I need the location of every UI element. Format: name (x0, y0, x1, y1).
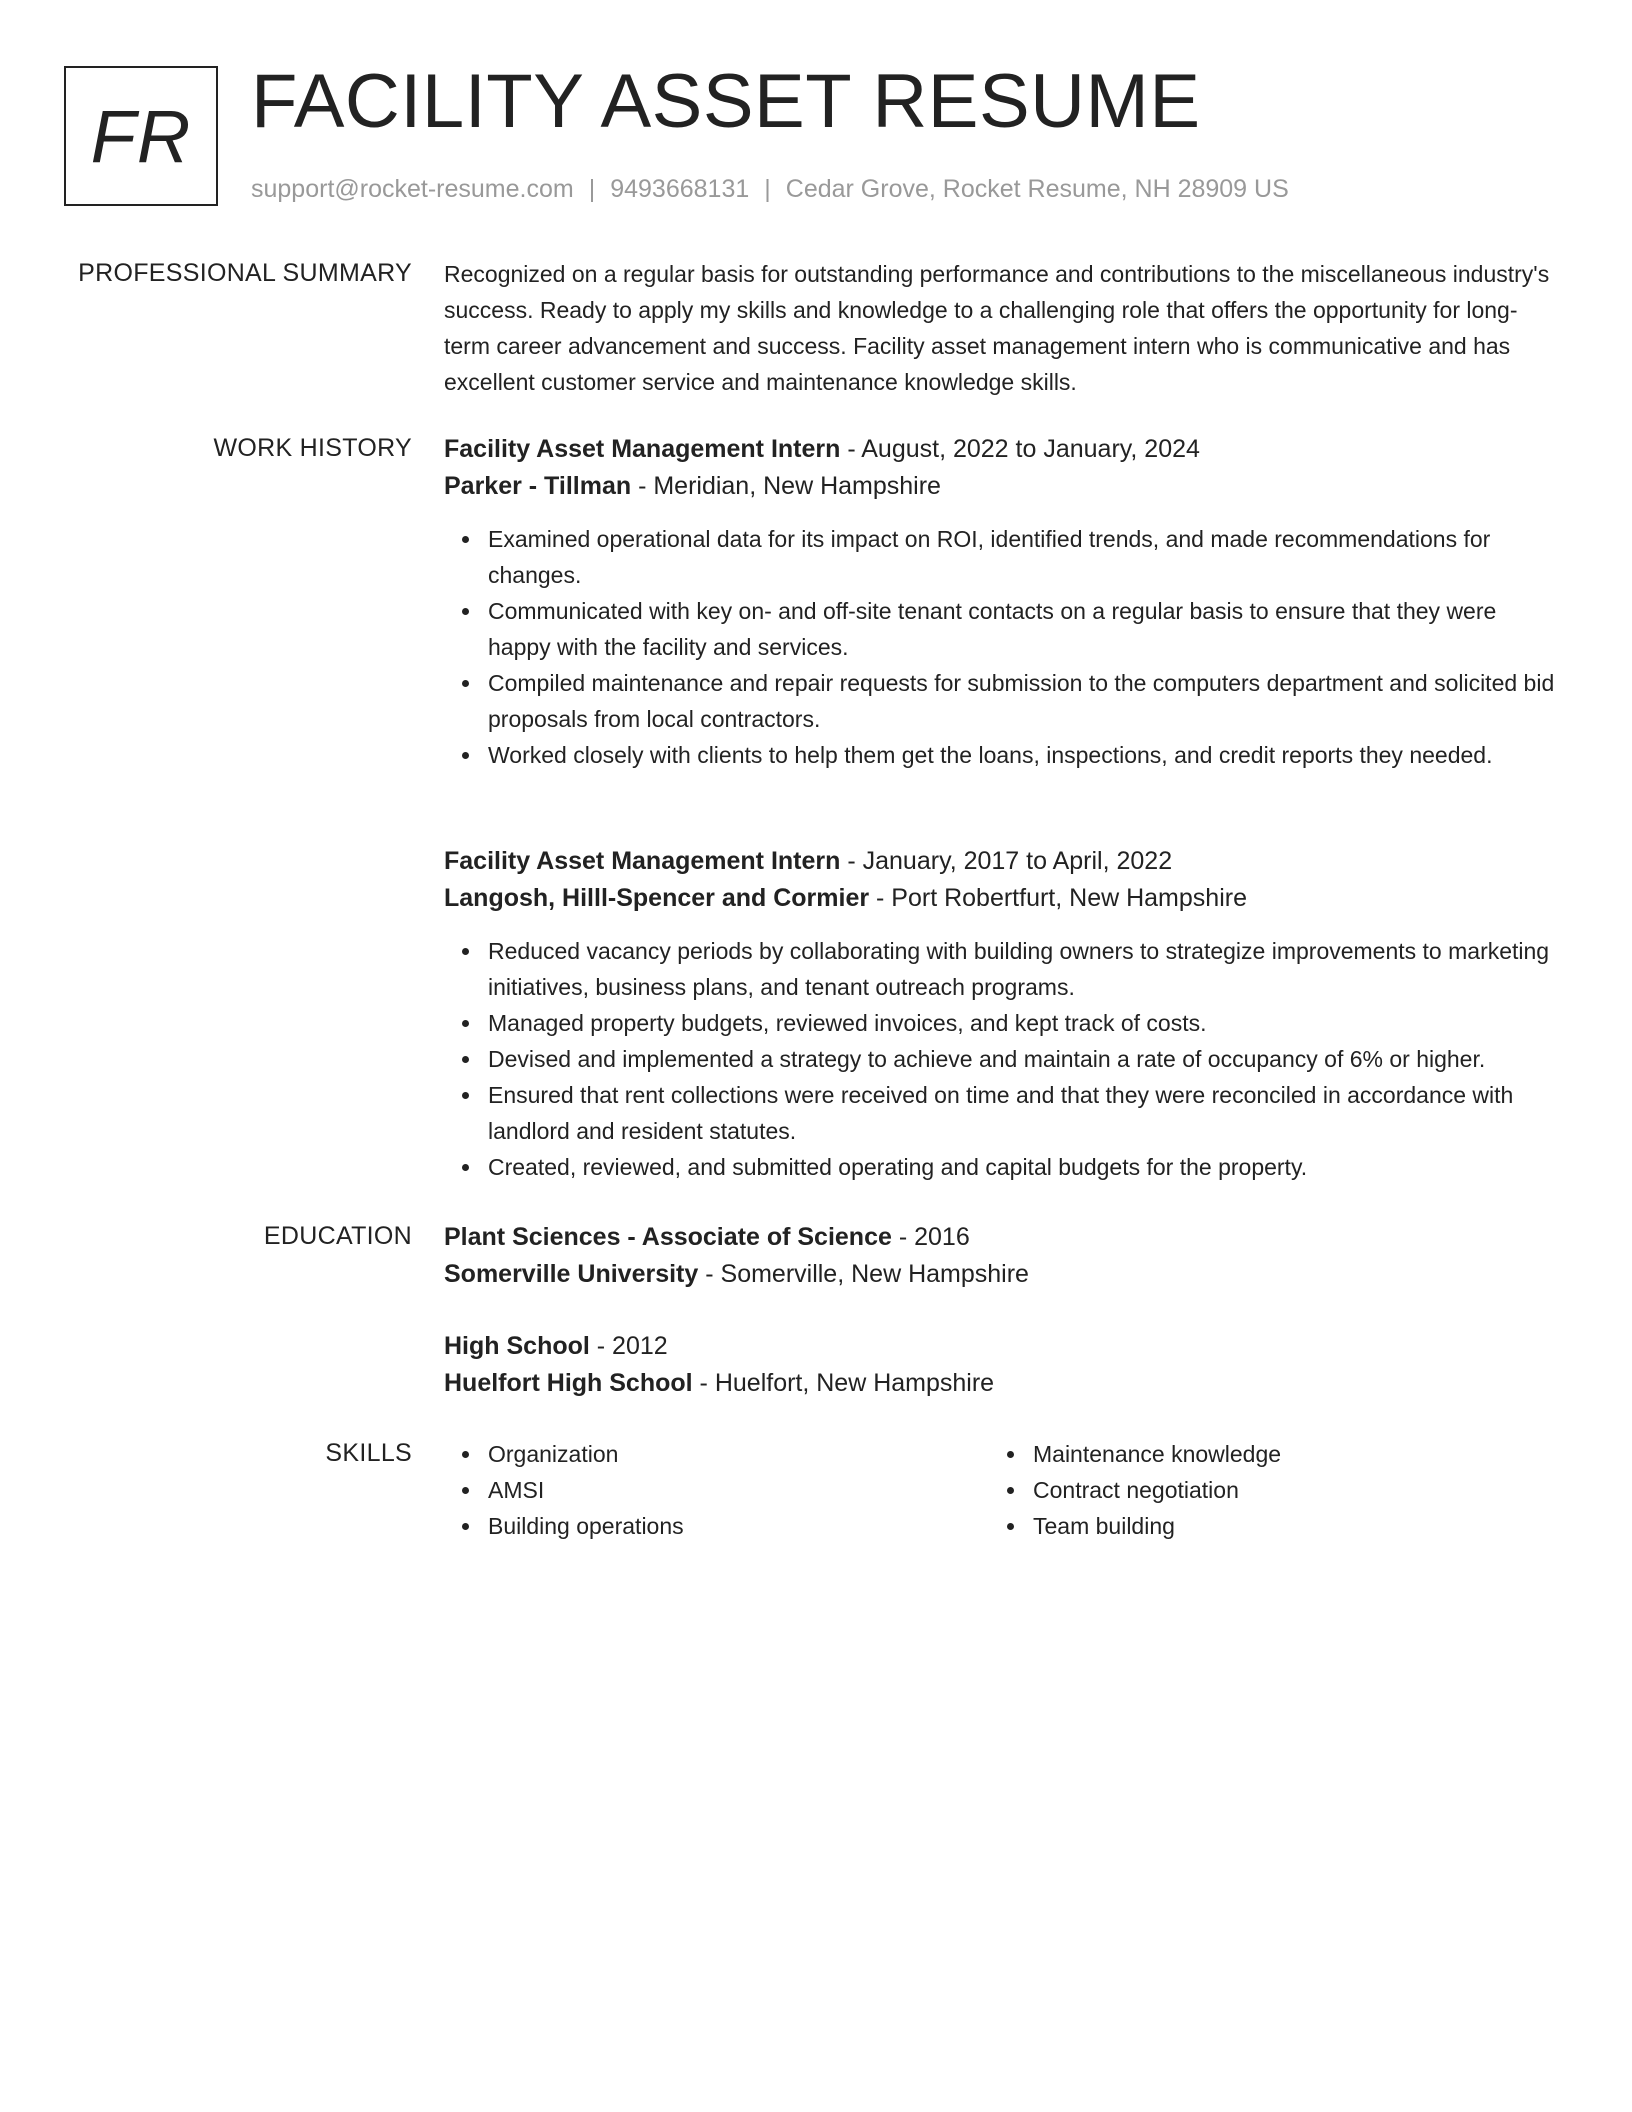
skills-section (444, 1436, 1559, 1544)
job-location: - Meridian, New Hampshire (631, 472, 941, 500)
skill-item: Building operations (488, 1508, 989, 1544)
education-entry-2 (444, 1328, 1559, 1402)
job-bullet: Worked closely with clients to help them get the loans, inspections, and credit reports they needed. (488, 737, 1559, 773)
job-entry-2 (444, 843, 1559, 1185)
skill-item: Maintenance knowledge (1033, 1436, 1534, 1472)
job-title: Facility Asset Management Intern (444, 435, 841, 463)
job-title-line (444, 431, 1559, 468)
section-label-work-history: WORK HISTORY (213, 434, 412, 462)
job-bullet: Managed property budgets, reviewed invoices, and kept track of costs. (488, 1005, 1559, 1041)
job-bullet: Communicated with key on- and off-site tenant contacts on a regular basis to ensure that they were happy with the facility and services. (488, 593, 1559, 665)
section-label-summary: PROFESSIONAL SUMMARY (78, 259, 412, 287)
education-school: Somerville University (444, 1260, 699, 1288)
contact-separator: | (588, 175, 596, 203)
job-entry-1 (444, 431, 1559, 773)
education-degree: Plant Sciences - Associate of Science (444, 1223, 892, 1251)
skills-column-right (989, 1436, 1534, 1544)
job-company: Langosh, Hilll-Spencer and Cormier (444, 884, 870, 912)
job-bullet: Reduced vacancy periods by collaborating with building owners to strategize improvements to marketing initiatives, business plans, and tenant outreach programs. (488, 933, 1559, 1005)
education-school-line (444, 1256, 1559, 1293)
job-company-line (444, 468, 1559, 505)
skills-list (989, 1436, 1534, 1544)
job-bullets (444, 933, 1559, 1185)
job-bullet: Ensured that rent collections were received on time and that they were reconciled in accordance with landlord and resident statutes. (488, 1077, 1559, 1149)
contact-line (251, 172, 1289, 206)
job-dates: - January, 2017 to April, 2022 (840, 847, 1173, 875)
job-bullet: Created, reviewed, and submitted operating and capital budgets for the property. (488, 1149, 1559, 1185)
monogram-initials: FR (90, 94, 192, 178)
job-company: Parker - Tillman (444, 472, 632, 500)
skills-grid (444, 1436, 1559, 1544)
education-degree: High School (444, 1332, 590, 1360)
skill-item: AMSI (488, 1472, 989, 1508)
job-title-line (444, 843, 1559, 880)
education-year: - 2012 (589, 1332, 668, 1360)
skills-list (444, 1436, 989, 1544)
skill-item: Contract negotiation (1033, 1472, 1534, 1508)
skill-item: Team building (1033, 1508, 1534, 1544)
education-school-line (444, 1365, 1559, 1402)
job-location: - Port Robertfurt, New Hampshire (869, 884, 1247, 912)
skill-item: Organization (488, 1436, 989, 1472)
job-dates: - August, 2022 to January, 2024 (840, 435, 1200, 463)
job-company-line (444, 880, 1559, 917)
summary-text: Recognized on a regular basis for outstanding performance and contributions to the miscellaneous industry's success. Ready to apply my skills and knowledge to a challenging role that offers the opportunity for long-term career advancement and success. Facility asset management intern who is communicative and has excellent customer service and maintenance knowledge skills. (444, 261, 1550, 395)
resume-title: FACILITY ASSET RESUME (251, 59, 1201, 144)
job-bullet: Devised and implemented a strategy to achieve and maintain a rate of occupancy of 6% or higher. (488, 1041, 1559, 1077)
summary-section (444, 256, 1559, 400)
education-entry-1 (444, 1219, 1559, 1293)
job-bullet: Compiled maintenance and repair requests for submission to the computers department and solicited bid proposals from local contractors. (488, 665, 1559, 737)
job-bullet: Examined operational data for its impact on ROI, identified trends, and made recommendations for changes. (488, 521, 1559, 593)
contact-email: support@rocket-resume.com (251, 175, 574, 203)
education-location: - Somerville, New Hampshire (698, 1260, 1029, 1288)
contact-phone: 9493668131 (610, 175, 750, 203)
monogram-badge (64, 66, 218, 206)
job-title: Facility Asset Management Intern (444, 847, 841, 875)
skills-column-left (444, 1436, 989, 1544)
education-degree-line (444, 1219, 1559, 1256)
education-degree-line (444, 1328, 1559, 1365)
contact-separator: | (764, 175, 771, 203)
job-bullets (444, 521, 1559, 773)
section-label-skills: SKILLS (325, 1439, 412, 1467)
education-location: - Huelfort, New Hampshire (692, 1369, 995, 1397)
section-label-education: EDUCATION (263, 1222, 412, 1250)
education-school: Huelfort High School (444, 1369, 693, 1397)
education-year: - 2016 (891, 1223, 970, 1251)
contact-address: Cedar Grove, Rocket Resume, NH 28909 US (785, 175, 1289, 203)
